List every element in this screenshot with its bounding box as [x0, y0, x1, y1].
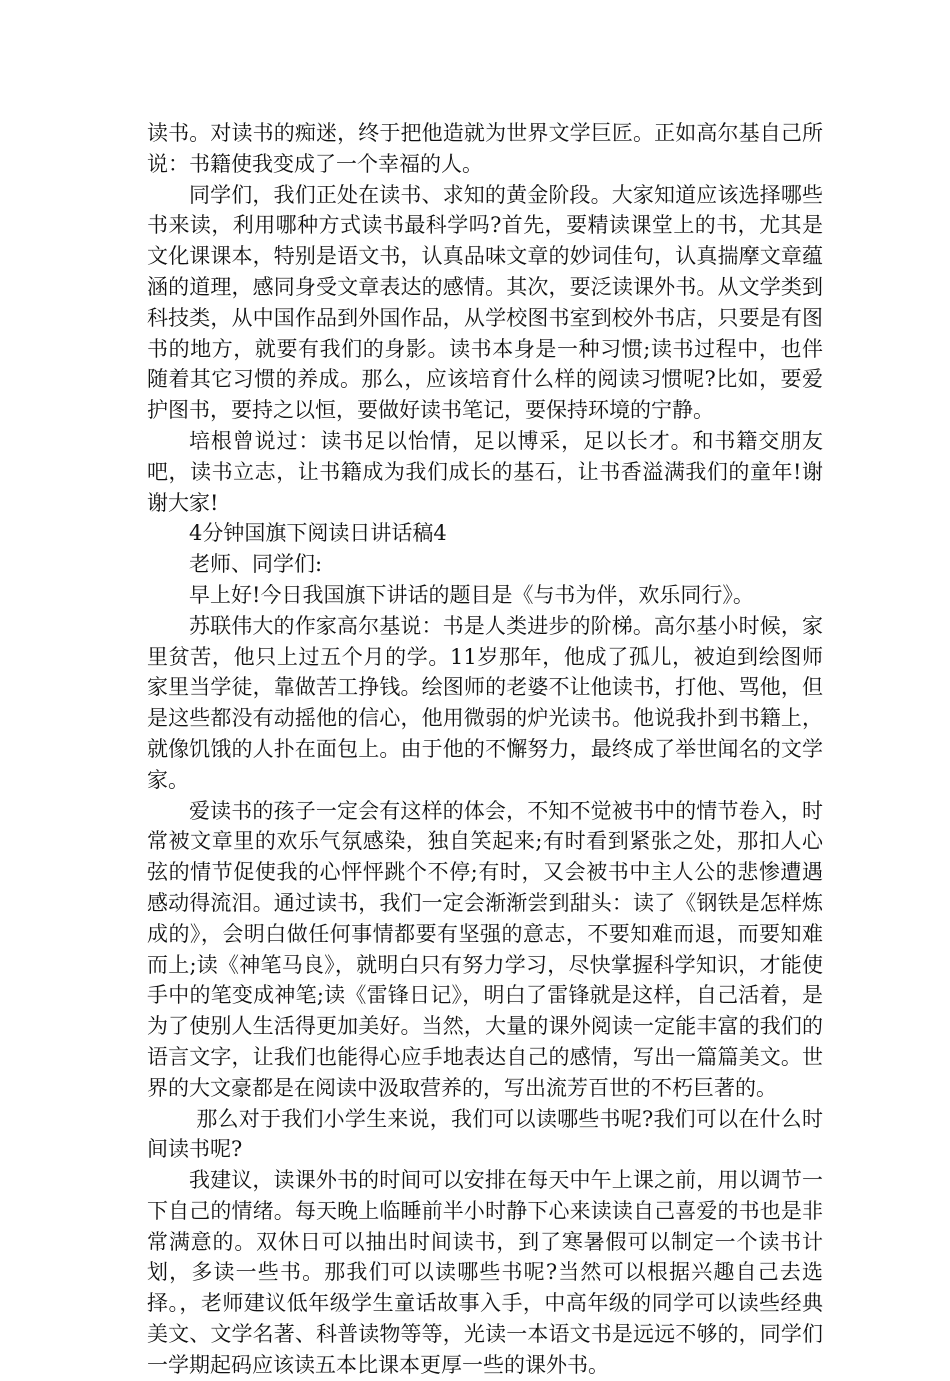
salutation: 老师、同学们: — [189, 552, 323, 577]
paragraph-3: 培根曾说过：读书足以怡情，足以博采，足以长才。和书籍交朋友吧，读书立志，让书籍成为我们成长的基石，让书香溢满我们的童年!谢谢大家! — [147, 428, 823, 515]
paragraph-question: 那么对于我们小学生来说，我们可以读哪些书呢?我们可以在什么时间读书呢? — [147, 1106, 823, 1162]
paragraph-gorky: 苏联伟大的作家高尔基说：书是人类进步的阶梯。高尔基小时候，家里贫苦，他只上过五个月的学。11岁那年，他成了孤儿，被迫到绘图师家里当学徒，靠做苦工挣钱。绘图师的老婆不让他读书，打他、骂他，但是这些都没有动摇他的信心，他用微弱的炉光读书。他说我扑到书籍上，就像饥饿的人扑在面包上。由于他的不懈努力，最终成了举世闻名的文学家。 — [147, 613, 823, 792]
section-heading: 4分钟国旗下阅读日讲话稿4 — [189, 521, 447, 546]
document-page — [147, 118, 823, 1381]
paragraph-1: 读书。对读书的痴迷，终于把他造就为世界文学巨匠。正如高尔基自己所说：书籍使我变成了一个幸福的人。 — [147, 121, 823, 176]
greeting-line: 早上好!今日我国旗下讲话的题目是《与书为伴，欢乐同行》。 — [189, 582, 754, 607]
paragraph-suggestion: 我建议，读课外书的时间可以安排在每天中午上课之前，用以调节一下自己的情绪。每天晚上临睡前半小时静下心来读读自己喜爱的书也是非常满意的。双休日可以抽出时间读书，到了寒暑假可以制定一个读书计划，多读一些书。那我们可以读哪些书呢?当然可以根据兴趣自己去选择。，老师建议低年级学生童话故事入手，中高年级的同学可以读些经典美文、文学名著、科普读物等等，光读一本语文书是远远不够的，同学们一学期起码应该读五本比课本更厚一些的课外书。 — [147, 1168, 823, 1377]
paragraph-2: 同学们，我们正处在读书、求知的黄金阶段。大家知道应该选择哪些书来读，利用哪种方式读书最科学吗?首先，要精读课堂上的书，尤其是文化课课本，特别是语文书，认真品味文章的妙词佳句，认真揣摩文章蕴涵的道理，感同身受文章表达的感情。其次，要泛读课外书。从文学类到科技类，从中国作品到外国作品，从学校图书室到校外书店，只要是有图书的地方，就要有我们的身影。读书本身是一种习惯;读书过程中，也伴随着其它习惯的养成。那么，应该培育什么样的阅读习惯呢?比如，要爱护图书，要持之以恒，要做好读书笔记，要保持环境的宁静。 — [147, 182, 823, 423]
paragraph-reading-experience: 爱读书的孩子一定会有这样的体会，不知不觉被书中的情节卷入，时常被文章里的欢乐气氛感染，独自笑起来;有时看到紧张之处，那扣人心弦的情节促使我的心怦怦跳个不停;有时，又会被书中主人公的悲惨遭遇感动得流泪。通过读书，我们一定会渐渐尝到甜头：读了《钢铁是怎样炼成的》，会明白做任何事情都要有坚强的意志，不要知难而退，而要知难而上;读《神笔马良》，就明白只有努力学习，尽快掌握科学知识，才能使手中的笔变成神笔;读《雷锋日记》，明白了雷锋就是这样，自己活着，是为了使别人生活得更加美好。当然，大量的课外阅读一定能丰富的我们的语言文字，让我们也能得心应手地表达自己的感情，写出一篇篇美文。世界的大文豪都是在阅读中汲取营养的，写出流芳百世的不朽巨著的。 — [147, 798, 823, 1100]
